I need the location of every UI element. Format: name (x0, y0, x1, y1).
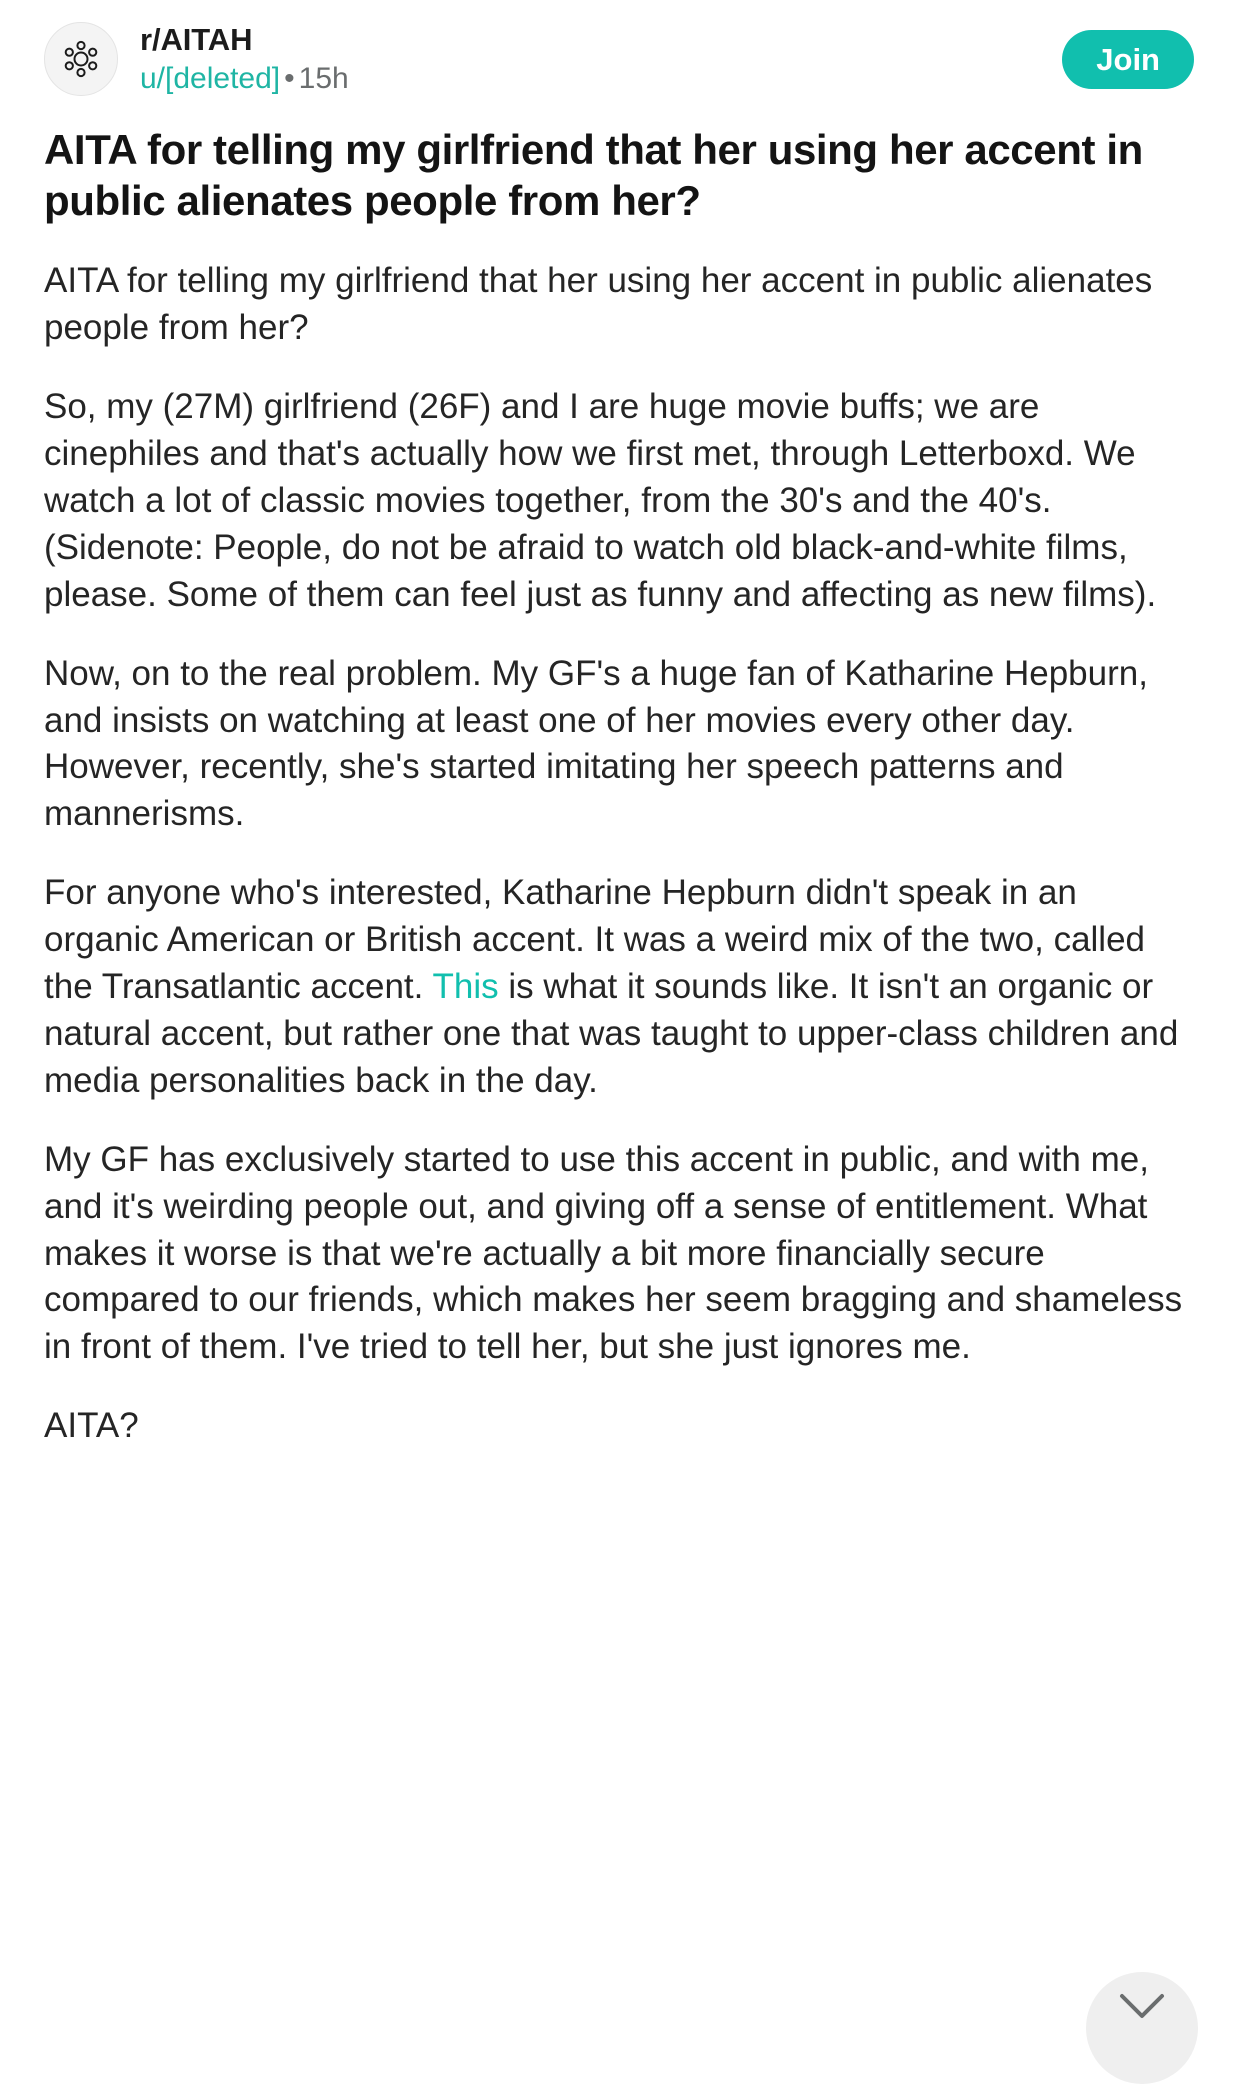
post-paragraph-with-link (44, 870, 1194, 1104)
subreddit-name[interactable]: r/AITAH (140, 22, 253, 58)
subreddit-avatar-icon[interactable] (44, 22, 118, 96)
post-paragraph: Now, on to the real problem. My GF's a huge fan of Katharine Hepburn, and insists on watching at least one of her movies every other day. However, recently, she's started imitating her speech patterns and mannerisms. (44, 653, 1148, 834)
post-byline (140, 61, 1062, 96)
post-author[interactable]: u/[deleted] (140, 61, 281, 95)
post-paragraph: So, my (27M) girlfriend (26F) and I are huge movie buffs; we are cinephiles and that's actually how we first met, through Letterboxd. We watch a lot of classic movies together, from the 30's and the 40's. (Sidenote: People, do not be afraid to watch old black-and-white films, please. Some of them can feel just as funny and affecting as new films). (44, 387, 1157, 614)
this-link[interactable]: This (432, 967, 499, 1007)
post-meta (140, 22, 1062, 96)
join-button[interactable]: Join (1062, 30, 1194, 89)
post-paragraph: AITA for telling my girlfriend that her using her accent in public alienates people from her? (44, 261, 1153, 348)
paragraph-text-after: is what it sounds like. It isn't an organic or natural accent, but rather one that was taught to upper-class children and media personalities back in the day. (44, 967, 1179, 1100)
byline-separator: • (284, 61, 295, 95)
post-paragraph: My GF has exclusively started to use this accent in public, and with me, and it's weirding people out, and giving off a sense of entitlement. What makes it worse is that we're actually a bit more financially secure compared to our friends, which makes her seem bragging and shameless in front of them. I've tried to tell her, but she just ignores me. (44, 1139, 1183, 1367)
paragraph-text-before: For anyone who's interested, Katharine Hepburn didn't speak in an organic American or British accent. It was a weird mix of the two, called the Transatlantic accent. (44, 873, 1146, 1007)
post-age: 15h (298, 61, 349, 95)
post-body (44, 258, 1194, 1450)
post-title: AITA for telling my girlfriend that her using her accent in public alienates people from her? (44, 126, 1143, 225)
collapse-chevron-down-icon[interactable] (1086, 1972, 1198, 2084)
post-header (44, 0, 1194, 102)
post-paragraph: AITA? (44, 1406, 139, 1446)
